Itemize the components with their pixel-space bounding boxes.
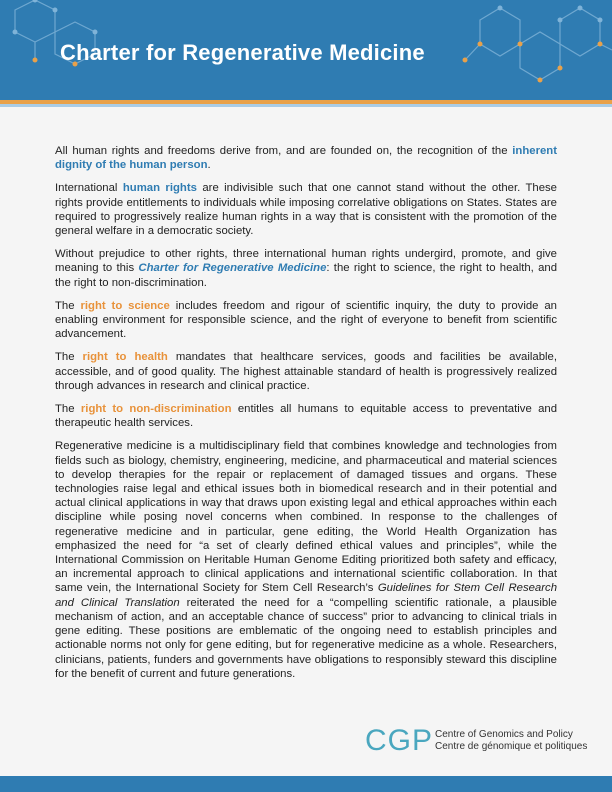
header-banner <box>0 0 612 100</box>
paragraph-right-to-science: The right to science includes freedom and rigour of scientific inquiry, the duty to provide an enabling environment for responsible science, and the right of everyone to benefit from scientific advancement. <box>55 299 557 341</box>
highlight-right-to-science: right to science <box>80 299 170 312</box>
cgp-logo-mark: CGP <box>365 724 434 757</box>
paragraph-right-to-health: The right to health mandates that healthcare services, goods and facilities be available, accessible, and of good quality. The highest attainable standard of health is progressively realized through advances in research and clinical practice. <box>55 351 557 392</box>
highlight-non-discrimination: right to non-discrimination <box>80 403 232 416</box>
highlight-charter-title: Charter for Regenerative Medicine <box>138 262 327 275</box>
header-divider-light <box>0 104 612 107</box>
charter-body <box>55 144 557 690</box>
paragraph-dignity: All human rights and freedoms derive from, and are founded on, the recognition of the inherent dignity of the human person. <box>55 145 557 172</box>
logo-name-french: Centre de génomique et politiques <box>435 741 588 752</box>
footer-bar <box>0 776 612 792</box>
paragraph-three-rights: Without prejudice to other rights, three international human rights undergird, promote, and give meaning to this Charter for Regenerative Medicine: the right to science, the right to health, and the right to non-discrimination. <box>55 248 557 289</box>
page-title: Charter for Regenerative Medicine <box>60 40 425 65</box>
paragraph-human-rights: International human rights are indivisible such that one cannot stand without the other. These rights provide entitlements to individuals while imposing correlative obligations on States. States are required to progressively realize human rights in a way that is consistent with the promotion of the general welfare in a democratic society. <box>55 182 557 238</box>
highlight-right-to-health: right to health <box>82 351 168 364</box>
highlight-human-rights: human rights <box>122 182 197 195</box>
logo-name-english: Centre of Genomics and Policy <box>435 729 573 740</box>
paragraph-regenerative-medicine: Regenerative medicine is a multidisciplinary field that combines knowledge and technologies from fields such as biology, chemistry, engineering, medicine, and pharmaceutical and material sciences to develop therapies for the repair or replacement of damaged tissues and organs. These technologies raise legal and ethical issues both in biomedical research and in their potential and actual clinical applications in way that draws upon existing legal and ethical approaches within each discipline while posing novel concerns when combined. In response to the challenges of regenerative medicine and in particular, gene editing, the World Health Organization has emphasized the need for “a set of clearly defined ethical values and principles”, while the International Commission on Heritable Human Genome Editing prioritized both safety and efficacy, an incremental approach to clinical applications and international scientific collaboration. In that same vein, the International Society for Stem Cell Research’s Guidelines for Stem Cell Research and Clinical Translation reiterated the need for a “compelling scientific rationale, a plausible mechanism of action, and an acceptable chance of success” prior to advancing to clinical trials in gene editing. These positions are emblematic of the ongoing need to establish principles and actionable norms not only for gene editing, but for regenerative medicine as a whole. Researchers, clinicians, patients, funders and governments have obligations to responsibly steward this discipline for the benefit of current and future generations. <box>55 440 557 680</box>
cgp-logo-text <box>435 729 605 753</box>
highlight-dignity: inherent dignity of the human person <box>55 145 557 172</box>
guidelines-title: Guidelines for Stem Cell Research and Clinical Translation <box>55 582 557 609</box>
paragraph-non-discrimination: The right to non-discrimination entitles all humans to equitable access to preventative and therapeutic health services. <box>55 403 558 430</box>
